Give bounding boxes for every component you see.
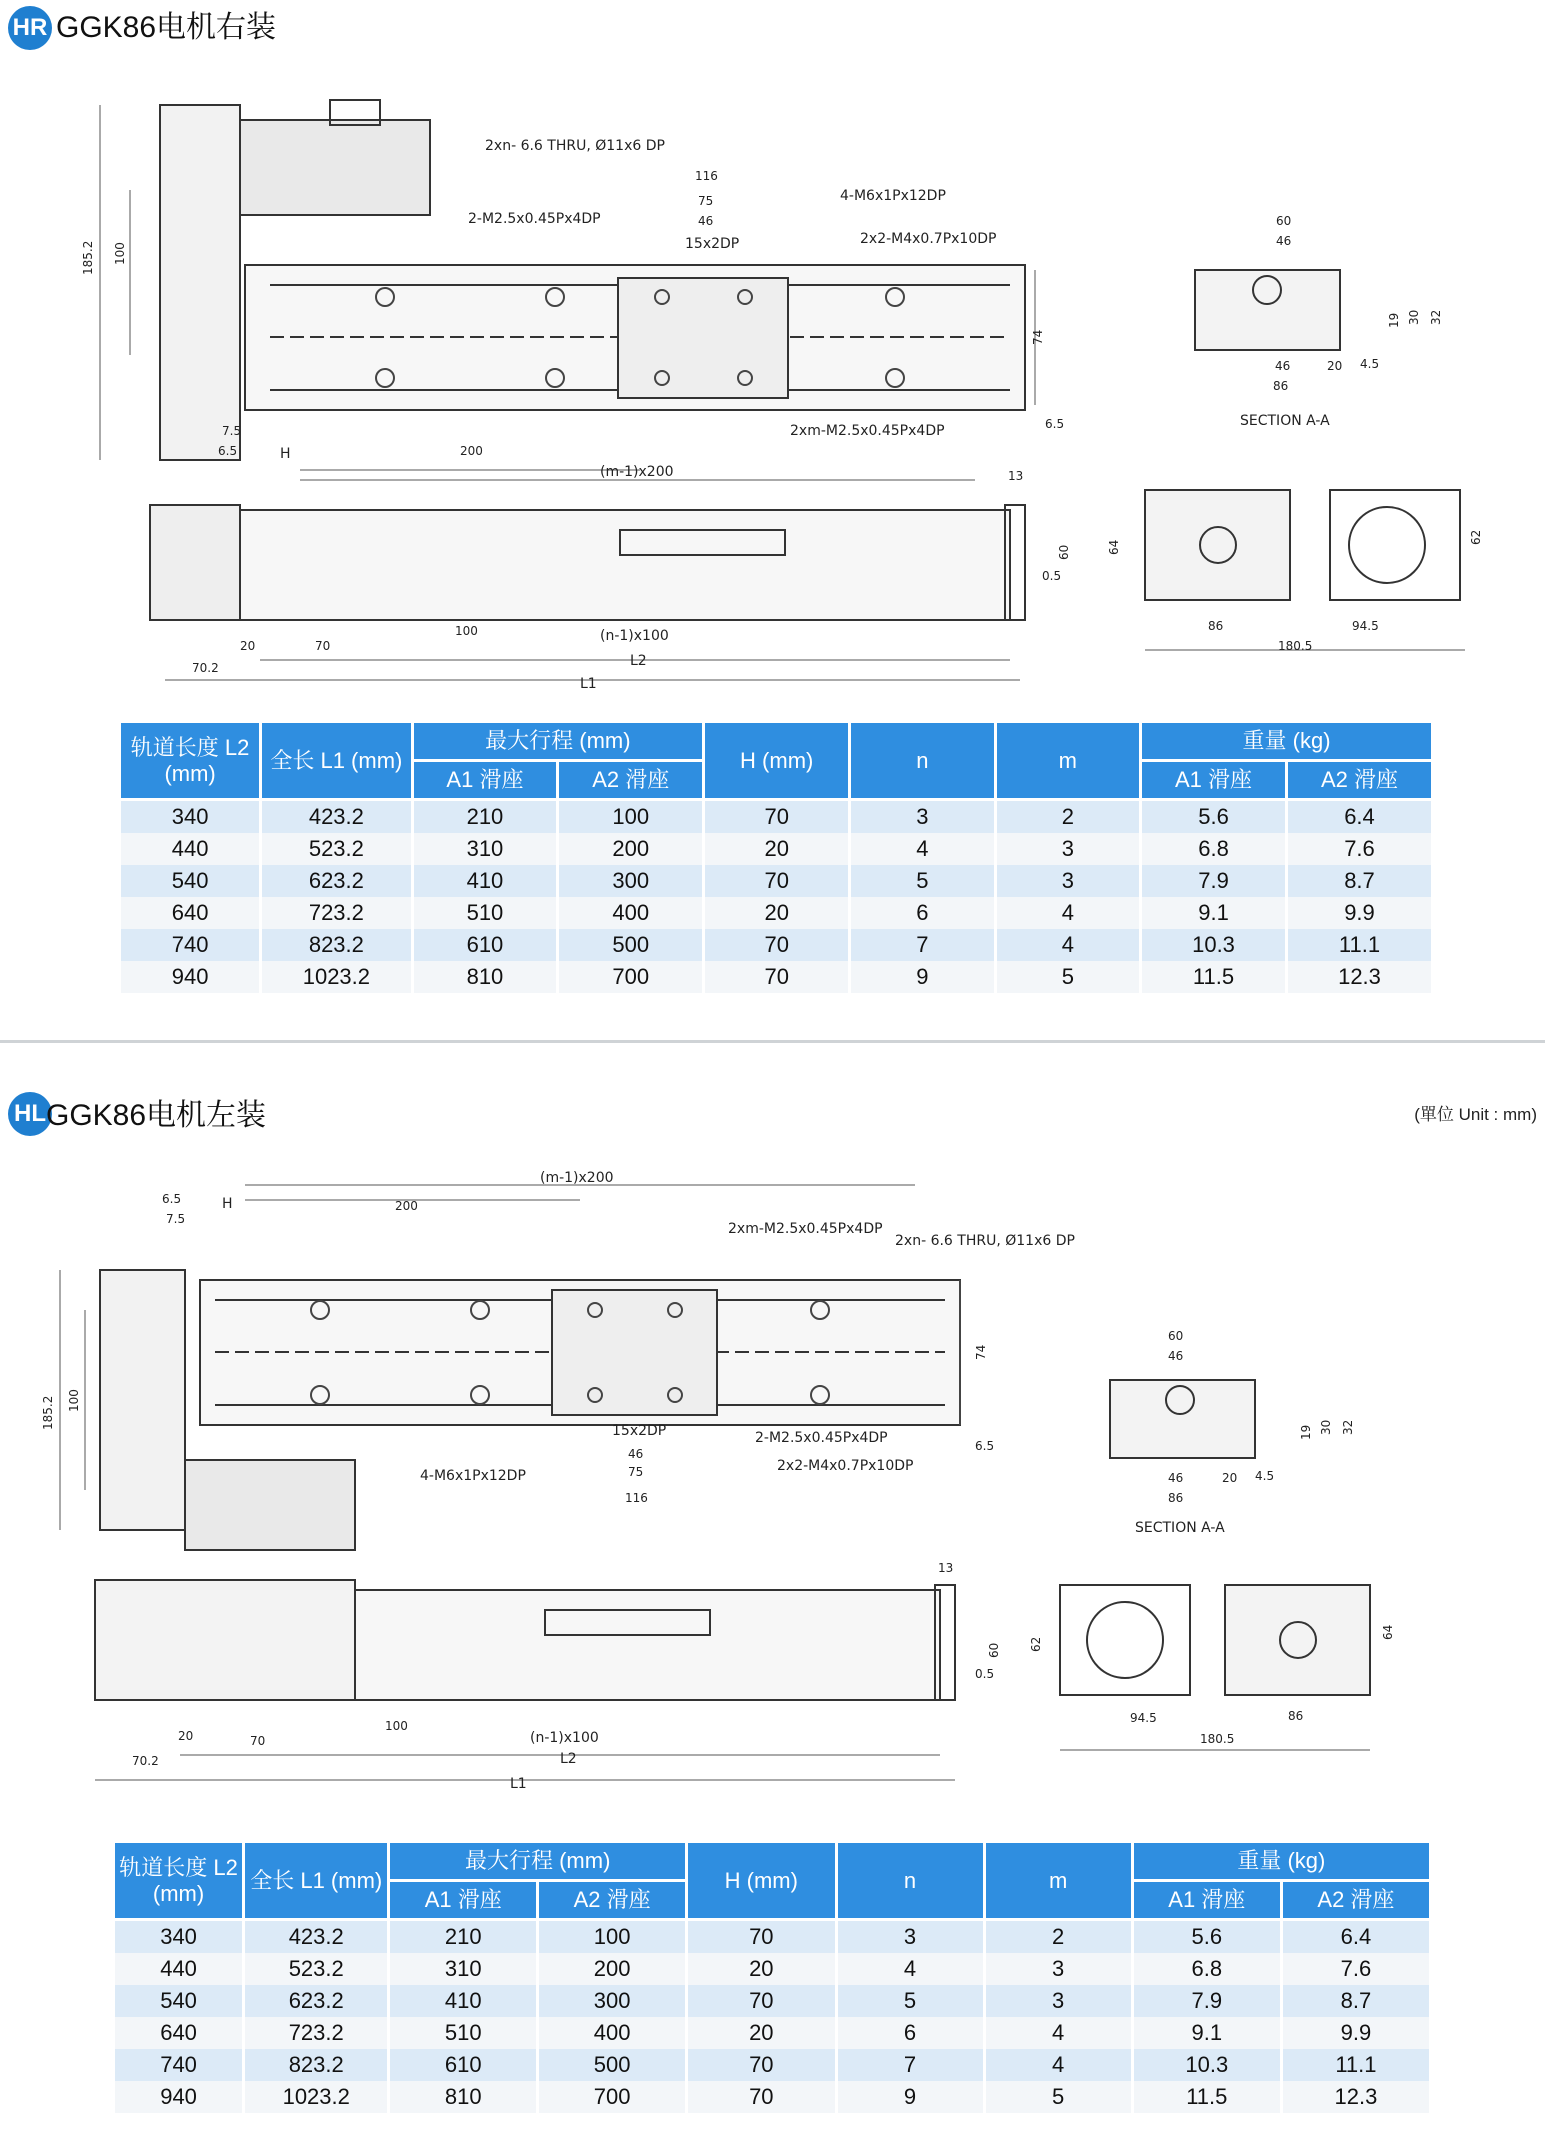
cell: 300 — [558, 865, 704, 897]
col-weight: 重量 (kg) — [1132, 1842, 1430, 1881]
cell: 623.2 — [261, 865, 412, 897]
dim: 200 — [395, 1199, 418, 1213]
cell: 940 — [120, 961, 261, 993]
dim: 46 — [698, 214, 714, 228]
dim: 116 — [695, 169, 718, 183]
dim: 86 — [1168, 1491, 1184, 1505]
cell: 4 — [984, 2049, 1132, 2081]
cell: 700 — [538, 2081, 687, 2113]
cell: 423.2 — [244, 1920, 389, 1954]
col-weight: 重量 (kg) — [1141, 722, 1433, 761]
dim: 46 — [628, 1447, 644, 1461]
dim: 30 — [1319, 1419, 1333, 1435]
cell: 510 — [389, 2017, 538, 2049]
dim: 0.5 — [1042, 569, 1062, 583]
cell: 810 — [389, 2081, 538, 2113]
dim: 46 — [1276, 234, 1292, 248]
callout-l2: L2 — [560, 1751, 577, 1767]
dim: 60 — [987, 1642, 1001, 1658]
table-row — [120, 961, 1433, 993]
section-title: GGK86电机左装 — [46, 1099, 267, 1132]
callout-n-pitch: (n-1)x100 — [600, 628, 669, 644]
callout-m-pitch: (m-1)x200 — [540, 1170, 614, 1186]
cell: 70 — [704, 961, 850, 993]
cell: 100 — [558, 800, 704, 834]
dim: 6.5 — [1045, 417, 1065, 431]
cell: 940 — [114, 2081, 244, 2113]
spec-table — [118, 720, 1434, 993]
dim: 19 — [1387, 312, 1401, 328]
table-row — [120, 865, 1433, 897]
dim: 30 — [1407, 309, 1421, 325]
cell: 723.2 — [261, 897, 412, 929]
dim: 70.2 — [192, 661, 219, 675]
dim: 6.5 — [162, 1192, 182, 1206]
col-weight-a1: A1 滑座 — [1141, 761, 1287, 800]
cell: 6.8 — [1141, 833, 1287, 865]
dim: 116 — [625, 1491, 648, 1505]
col-stroke-a1: A1 滑座 — [389, 1881, 538, 1920]
cell: 5 — [995, 961, 1140, 993]
cell: 1023.2 — [244, 2081, 389, 2113]
callout-m-pitch: (m-1)x200 — [600, 464, 674, 480]
dim: 64 — [1381, 1624, 1395, 1640]
cell: 20 — [687, 1953, 836, 1985]
table-row — [120, 897, 1433, 929]
dim: 6.5 — [218, 444, 238, 458]
cell: 9.9 — [1281, 2017, 1430, 2049]
cell: 4 — [984, 2017, 1132, 2049]
technical-drawing — [0, 60, 1545, 700]
cell: 410 — [412, 865, 558, 897]
cell: 400 — [558, 897, 704, 929]
cell: 540 — [120, 865, 261, 897]
cell: 440 — [114, 1953, 244, 1985]
dim: 74 — [974, 1344, 988, 1360]
callout-m25: 2-M2.5x0.45Px4DP — [755, 1430, 888, 1446]
dim: 46 — [1168, 1349, 1184, 1363]
dim: 75 — [628, 1465, 644, 1479]
callout-m25-m: 2xm-M2.5x0.45Px4DP — [790, 423, 945, 439]
dim: 0.5 — [975, 1667, 995, 1681]
dim: 70 — [250, 1734, 266, 1748]
section-badge: HR — [8, 6, 52, 50]
col-weight-a2: A2 滑座 — [1281, 1881, 1430, 1920]
section-title: GGK86电机右装 — [56, 11, 277, 44]
cell: 11.5 — [1141, 961, 1287, 993]
cell: 9.1 — [1132, 2017, 1281, 2049]
callout-m6: 4-M6x1Px12DP — [420, 1468, 526, 1484]
cell: 3 — [850, 800, 995, 834]
cell: 623.2 — [244, 1985, 389, 2017]
cell: 423.2 — [261, 800, 412, 834]
section-left-mount — [0, 1060, 1545, 2138]
cell: 4 — [995, 897, 1140, 929]
table-row — [114, 2049, 1431, 2081]
col-h: H (mm) — [704, 722, 850, 800]
col-max-stroke: 最大行程 (mm) — [412, 722, 704, 761]
dim: 86 — [1288, 1709, 1304, 1723]
dim: 4.5 — [1255, 1469, 1275, 1483]
dim: 100 — [67, 1389, 81, 1412]
dim: 70.2 — [132, 1754, 159, 1768]
cell: 11.5 — [1132, 2081, 1281, 2113]
col-m: m — [995, 722, 1140, 800]
dim: 62 — [1469, 529, 1483, 545]
dim: 19 — [1299, 1424, 1313, 1440]
dim: 86 — [1208, 619, 1224, 633]
dim: 60 — [1168, 1329, 1184, 1343]
cell: 610 — [389, 2049, 538, 2081]
cell: 823.2 — [261, 929, 412, 961]
dim: 6.5 — [975, 1439, 995, 1453]
dim: 180.5 — [1200, 1732, 1235, 1746]
callout-l1: L1 — [580, 676, 597, 692]
cell: 500 — [538, 2049, 687, 2081]
cell: 70 — [704, 800, 850, 834]
dim: 185.2 — [41, 1395, 55, 1430]
dim: 13 — [1008, 469, 1024, 483]
col-rail-length: 轨道长度 L2 (mm) — [114, 1842, 244, 1920]
dim: 62 — [1029, 1636, 1043, 1652]
cell: 11.1 — [1286, 929, 1432, 961]
cell: 11.1 — [1281, 2049, 1430, 2081]
callout-m4: 2x2-M4x0.7Px10DP — [777, 1458, 914, 1474]
cell: 70 — [687, 1985, 836, 2017]
dim: 60 — [1276, 214, 1292, 228]
cell: 20 — [704, 833, 850, 865]
cell: 9 — [850, 961, 995, 993]
dim: 46 — [1168, 1471, 1184, 1485]
cell: 740 — [114, 2049, 244, 2081]
cell: 7.9 — [1132, 1985, 1281, 2017]
cell: 640 — [114, 2017, 244, 2049]
cell: 12.3 — [1281, 2081, 1430, 2113]
section-label: SECTION A-A — [1135, 1520, 1225, 1536]
cell: 20 — [687, 2017, 836, 2049]
cell: 340 — [120, 800, 261, 834]
callout-m25: 2-M2.5x0.45Px4DP — [468, 211, 601, 227]
dim: 7.5 — [222, 424, 242, 438]
cell: 340 — [114, 1920, 244, 1954]
cell: 4 — [850, 833, 995, 865]
dim: 75 — [698, 194, 714, 208]
cell: 7.9 — [1141, 865, 1287, 897]
col-rail-length: 轨道长度 L2 (mm) — [120, 722, 261, 800]
cell: 6 — [836, 2017, 984, 2049]
dim: 200 — [460, 444, 483, 458]
dim: 100 — [455, 624, 478, 638]
cell: 523.2 — [244, 1953, 389, 1985]
cell: 1023.2 — [261, 961, 412, 993]
col-m: m — [984, 1842, 1132, 1920]
cell: 2 — [995, 800, 1140, 834]
cell: 7 — [836, 2049, 984, 2081]
cell: 6.4 — [1281, 1920, 1430, 1954]
cell: 6.4 — [1286, 800, 1432, 834]
unit-label: (單位 Unit : mm) — [1414, 1105, 1537, 1124]
cell: 100 — [538, 1920, 687, 1954]
dim: 13 — [938, 1561, 954, 1575]
drawing-svg — [0, 60, 1545, 700]
cell: 500 — [558, 929, 704, 961]
cell: 5.6 — [1132, 1920, 1281, 1954]
cell: 510 — [412, 897, 558, 929]
cell: 4 — [836, 1953, 984, 1985]
callout-m25-m: 2xm-M2.5x0.45Px4DP — [728, 1221, 883, 1237]
dim: 94.5 — [1130, 1711, 1157, 1725]
col-weight-a2: A2 滑座 — [1286, 761, 1432, 800]
dim: 7.5 — [166, 1212, 186, 1226]
cell: 9.1 — [1141, 897, 1287, 929]
cell: 810 — [412, 961, 558, 993]
cell: 5 — [836, 1985, 984, 2017]
cell: 640 — [120, 897, 261, 929]
cell: 540 — [114, 1985, 244, 2017]
callout-h: H — [280, 446, 291, 462]
table-row — [120, 929, 1433, 961]
col-total-length: 全长 L1 (mm) — [244, 1842, 389, 1920]
cell: 200 — [538, 1953, 687, 1985]
dim: 60 — [1057, 544, 1071, 560]
cell: 70 — [687, 2081, 836, 2113]
col-stroke-a2: A2 滑座 — [538, 1881, 687, 1920]
cell: 9.9 — [1286, 897, 1432, 929]
col-stroke-a1: A1 滑座 — [412, 761, 558, 800]
dim: 20 — [178, 1729, 194, 1743]
cell: 200 — [558, 833, 704, 865]
cell: 10.3 — [1141, 929, 1287, 961]
cell: 5.6 — [1141, 800, 1287, 834]
cell: 70 — [704, 865, 850, 897]
cell: 7.6 — [1281, 1953, 1430, 1985]
callout-l2: L2 — [630, 653, 647, 669]
cell: 4 — [995, 929, 1140, 961]
callout-m4: 2x2-M4x0.7Px10DP — [860, 231, 997, 247]
cell: 310 — [412, 833, 558, 865]
cell: 740 — [120, 929, 261, 961]
cell: 9 — [836, 2081, 984, 2113]
section-label: SECTION A-A — [1240, 413, 1330, 429]
cell: 3 — [836, 1920, 984, 1954]
dim: 46 — [1275, 359, 1291, 373]
dim: 185.2 — [81, 240, 95, 275]
table-row — [114, 2081, 1431, 2113]
section-badge: HL — [8, 1092, 52, 1136]
cell: 410 — [389, 1985, 538, 2017]
col-weight-a1: A1 滑座 — [1132, 1881, 1281, 1920]
section-divider — [0, 1040, 1545, 1043]
dim: 64 — [1107, 539, 1121, 555]
cell: 3 — [995, 865, 1140, 897]
dim: 86 — [1273, 379, 1289, 393]
col-h: H (mm) — [687, 1842, 836, 1920]
dim: 100 — [113, 242, 127, 265]
table-row — [114, 1985, 1431, 2017]
cell: 3 — [995, 833, 1140, 865]
cell: 823.2 — [244, 2049, 389, 2081]
callout-15x2dp: 15x2DP — [612, 1423, 667, 1439]
cell: 523.2 — [261, 833, 412, 865]
cell: 8.7 — [1286, 865, 1432, 897]
dim: 74 — [1031, 329, 1045, 345]
section-right-mount — [0, 0, 1545, 1025]
col-n: n — [850, 722, 995, 800]
cell: 400 — [538, 2017, 687, 2049]
dim: 94.5 — [1352, 619, 1379, 633]
cell: 210 — [412, 800, 558, 834]
dim: 180.5 — [1278, 639, 1313, 653]
dim: 20 — [1327, 359, 1343, 373]
cell: 7.6 — [1286, 833, 1432, 865]
dim: 32 — [1429, 309, 1443, 325]
cell: 7 — [850, 929, 995, 961]
cell: 70 — [687, 1920, 836, 1954]
callout-m6: 4-M6x1Px12DP — [840, 188, 946, 204]
cell: 70 — [704, 929, 850, 961]
table-row — [120, 833, 1433, 865]
cell: 210 — [389, 1920, 538, 1954]
table-row — [114, 1920, 1431, 1954]
cell: 20 — [704, 897, 850, 929]
callout-thru: 2xn- 6.6 THRU, Ø11x6 DP — [485, 138, 665, 154]
table-row — [120, 800, 1433, 834]
dim: 100 — [385, 1719, 408, 1733]
cell: 12.3 — [1286, 961, 1432, 993]
callout-h: H — [222, 1196, 233, 1212]
cell: 6 — [850, 897, 995, 929]
drawing-svg — [0, 1160, 1545, 1820]
cell: 3 — [984, 1985, 1132, 2017]
dim: 20 — [240, 639, 256, 653]
cell: 700 — [558, 961, 704, 993]
dim: 70 — [315, 639, 331, 653]
callout-n-pitch: (n-1)x100 — [530, 1730, 599, 1746]
callout-thru: 2xn- 6.6 THRU, Ø11x6 DP — [895, 1233, 1075, 1249]
cell: 440 — [120, 833, 261, 865]
callout-15x2dp: 15x2DP — [685, 236, 740, 252]
cell: 6.8 — [1132, 1953, 1281, 1985]
technical-drawing — [0, 1160, 1545, 1820]
cell: 2 — [984, 1920, 1132, 1954]
col-n: n — [836, 1842, 984, 1920]
cell: 610 — [412, 929, 558, 961]
cell: 300 — [538, 1985, 687, 2017]
col-max-stroke: 最大行程 (mm) — [389, 1842, 687, 1881]
cell: 723.2 — [244, 2017, 389, 2049]
col-total-length: 全长 L1 (mm) — [261, 722, 412, 800]
cell: 5 — [984, 2081, 1132, 2113]
spec-table — [112, 1840, 1432, 2113]
dim: 4.5 — [1360, 357, 1380, 371]
cell: 310 — [389, 1953, 538, 1985]
dim: 32 — [1341, 1419, 1355, 1435]
col-stroke-a2: A2 滑座 — [558, 761, 704, 800]
cell: 8.7 — [1281, 1985, 1430, 2017]
cell: 5 — [850, 865, 995, 897]
cell: 3 — [984, 1953, 1132, 1985]
cell: 10.3 — [1132, 2049, 1281, 2081]
dim: 20 — [1222, 1471, 1238, 1485]
cell: 70 — [687, 2049, 836, 2081]
table-row — [114, 2017, 1431, 2049]
callout-l1: L1 — [510, 1776, 527, 1792]
table-row — [114, 1953, 1431, 1985]
